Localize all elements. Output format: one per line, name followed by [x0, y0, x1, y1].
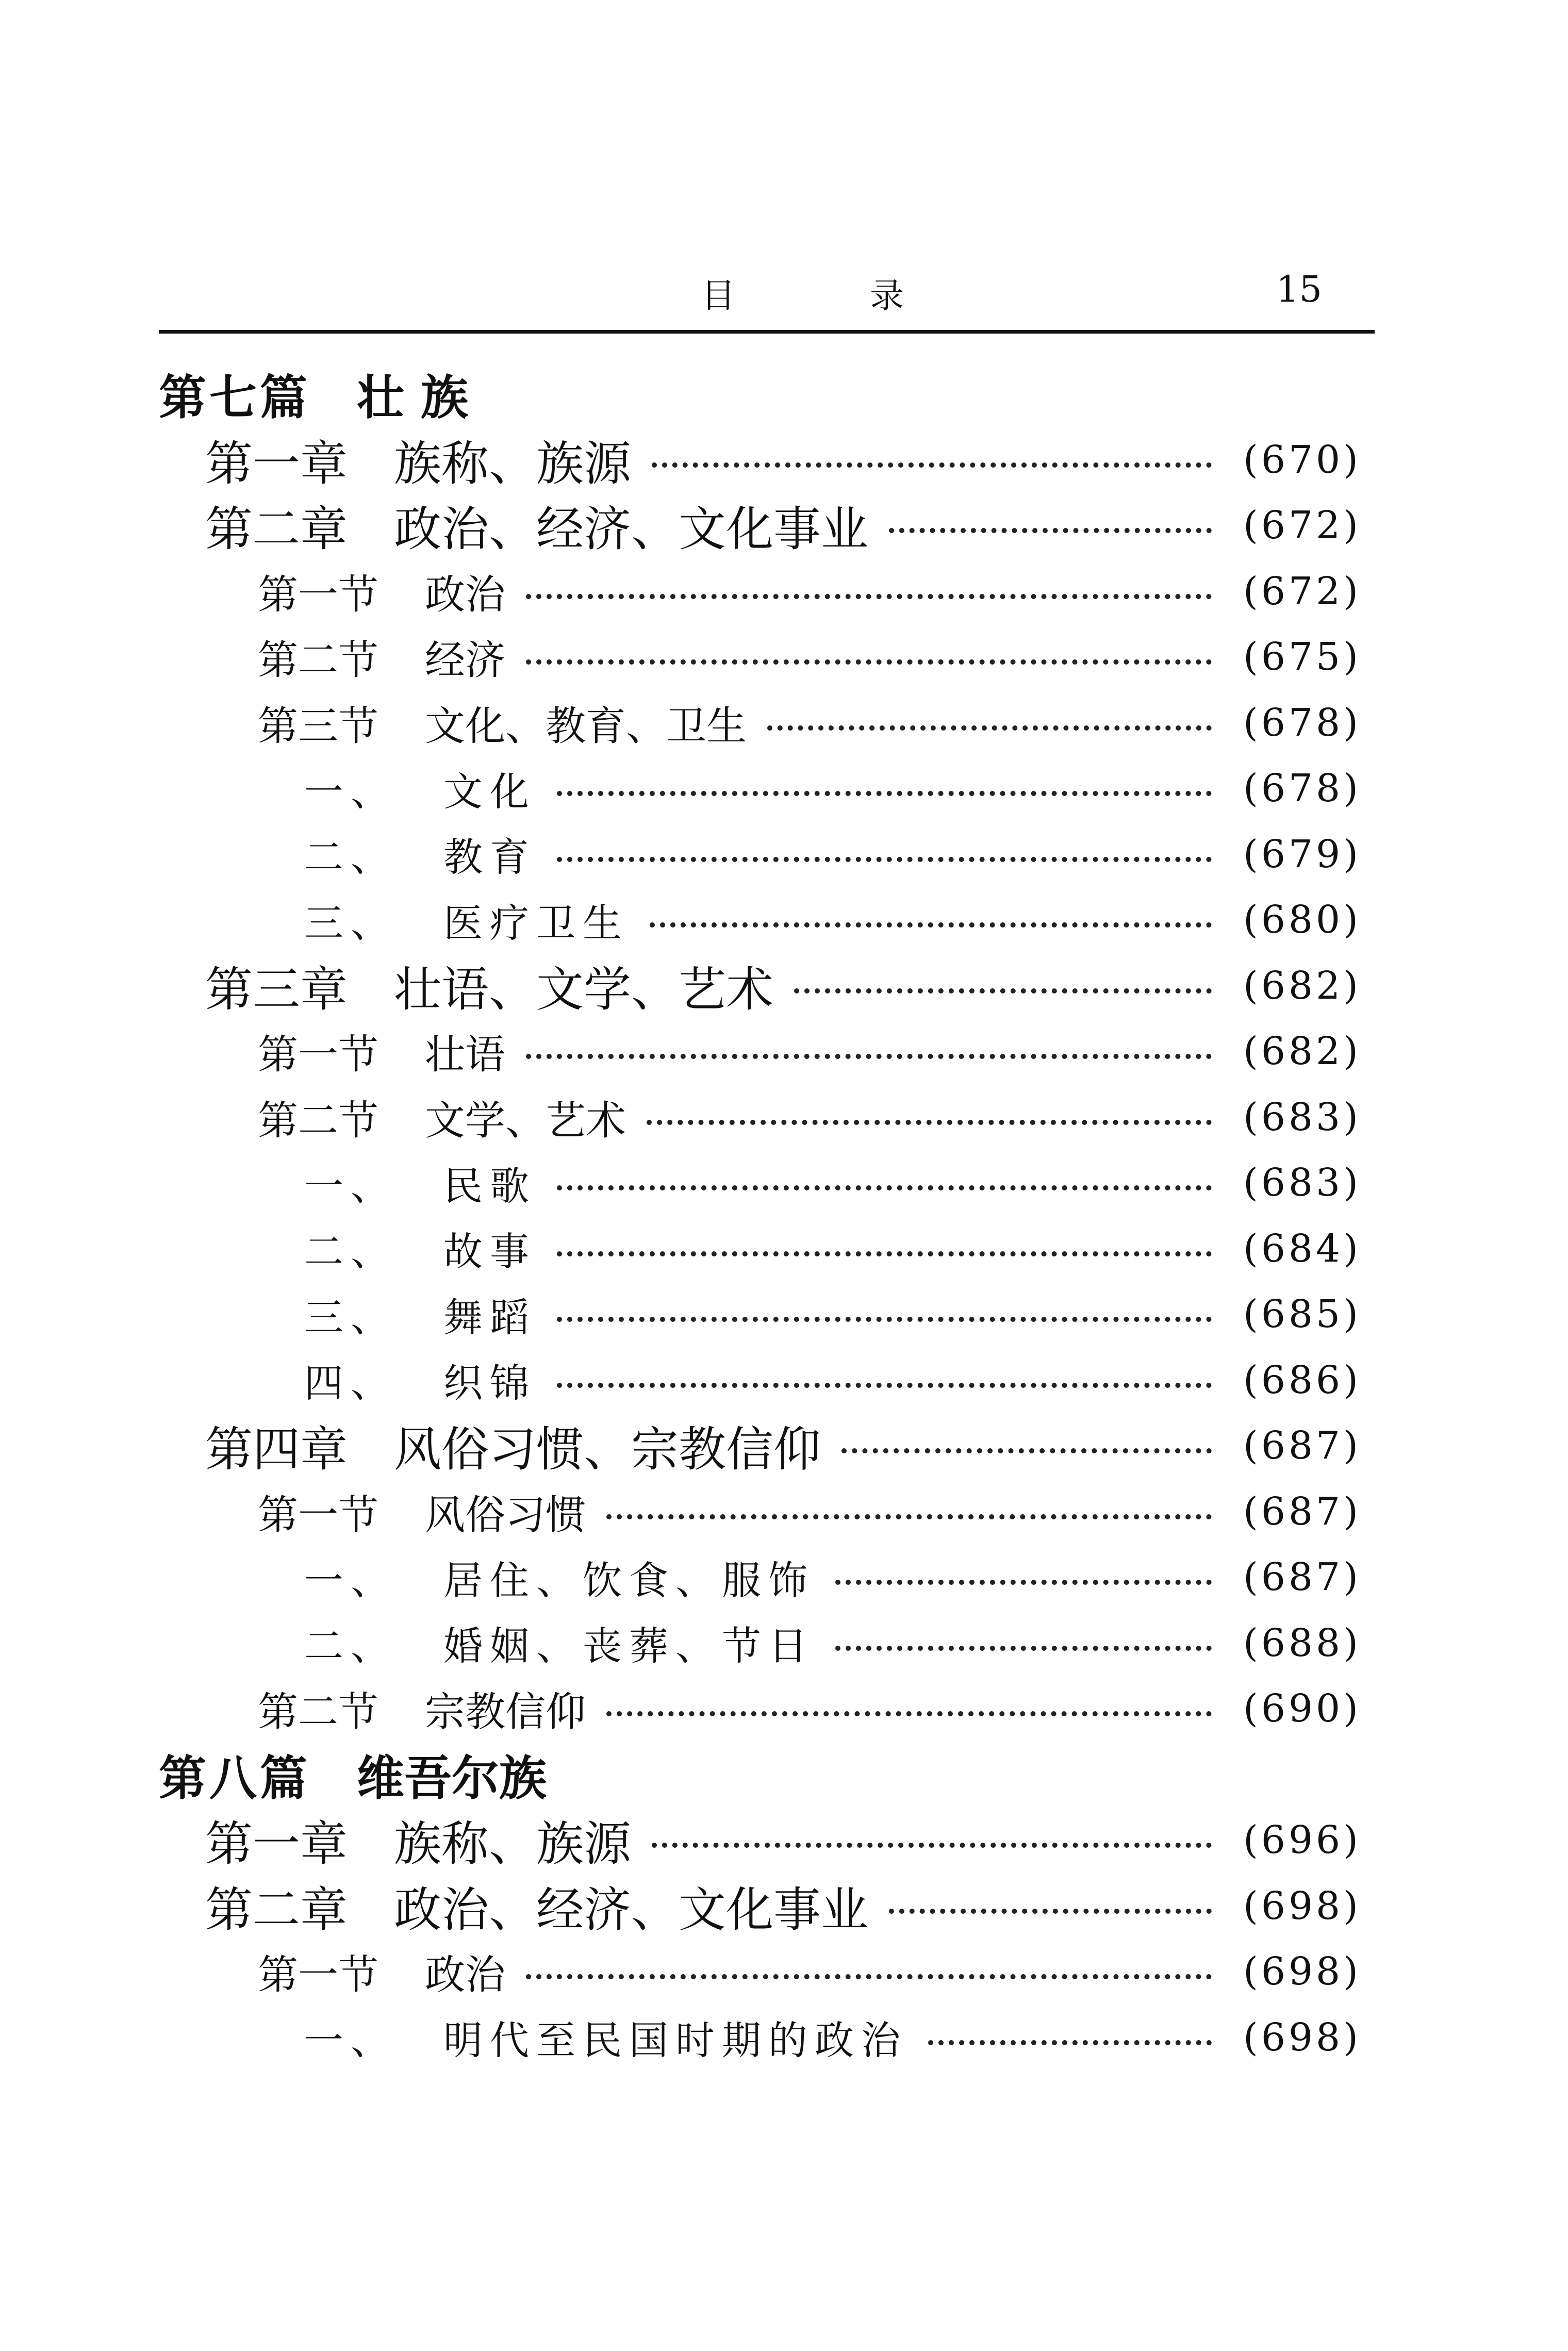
dot-leader [526, 1054, 1212, 1059]
toc-entry-title: 族称、族源 [394, 436, 632, 491]
toc-entry-page: (696) [1243, 1818, 1361, 1862]
toc-entry-title: 族称、族源 [394, 1816, 632, 1872]
toc-entry-number: 一、 [304, 1163, 397, 1209]
toc-entry-title: 维吾尔族 [357, 1750, 547, 1806]
toc-entry-title: 舞蹈 [443, 1294, 536, 1340]
toc-entry-number: 第一节 [258, 1952, 379, 1998]
toc-entry-title: 医疗卫生 [443, 900, 629, 946]
toc-entry-title: 故事 [443, 1229, 536, 1274]
dot-leader [526, 594, 1212, 599]
toc-entry-label [258, 562, 505, 620]
toc-entry-title: 居住、饮食、服饰 [443, 1557, 815, 1603]
dot-leader [557, 1317, 1212, 1322]
toc-entry-title: 壮语、文学、艺术 [394, 962, 774, 1017]
toc-entry-title: 政治、经济、文化事业 [394, 502, 869, 557]
toc-entry-label [205, 1872, 868, 1940]
toc-entry [205, 492, 1361, 558]
toc-entry-label [258, 628, 505, 686]
toc-entry-page: (670) [1243, 437, 1361, 482]
dot-leader [557, 1251, 1212, 1256]
toc-entry [304, 1544, 1361, 1610]
toc-entry-label [258, 1022, 505, 1080]
dot-leader [526, 1974, 1212, 1979]
toc-entry-title: 风俗习惯 [425, 1492, 586, 1538]
toc-entry-title: 壮语 [425, 1032, 506, 1078]
toc-entry-number: 第四章 [205, 1422, 348, 1477]
toc-entry-page: (685) [1243, 1292, 1361, 1336]
dot-leader [652, 462, 1212, 468]
toc-entry-label [205, 952, 773, 1020]
toc-entry-number: 第七篇 [159, 370, 311, 425]
toc-entry [258, 1939, 1361, 2005]
toc-entry-title: 织锦 [443, 1360, 536, 1406]
header-rule [159, 330, 1375, 334]
toc-entry-page: (682) [1243, 963, 1361, 1008]
toc-entry-number: 第二节 [258, 1097, 379, 1144]
toc-entry [258, 1479, 1361, 1545]
dot-leader [647, 1120, 1212, 1125]
toc-entry-page: (687) [1243, 1423, 1361, 1468]
toc-entry-title: 壮 族 [357, 370, 469, 425]
toc-entry-title: 政治 [425, 1952, 506, 1998]
dot-leader [557, 857, 1212, 862]
toc-entry-title: 民歌 [443, 1163, 536, 1209]
toc-entry [304, 755, 1361, 821]
toc-entry-label [205, 426, 631, 494]
dot-leader [557, 791, 1212, 796]
toc-entry-number: 第三章 [205, 962, 348, 1017]
toc-entry-number: 一、 [304, 1557, 397, 1603]
toc-entry-number: 第一节 [258, 1032, 379, 1078]
toc-entry-page: (684) [1243, 1226, 1361, 1271]
toc-entry-page: (690) [1243, 1686, 1361, 1731]
toc-entry-label [159, 360, 468, 428]
toc-entry-label [304, 826, 536, 882]
toc-entry-page: (679) [1243, 832, 1361, 876]
toc-entry-page: (680) [1243, 898, 1361, 942]
toc-entry-number: 第一节 [258, 1492, 379, 1538]
toc-entry [304, 887, 1361, 953]
toc-entry-page: (678) [1243, 766, 1361, 810]
toc-entry-number: 四、 [304, 1360, 397, 1406]
dot-leader [557, 1383, 1212, 1388]
toc-entry-title: 风俗习惯、宗教信仰 [394, 1422, 821, 1477]
toc-entry-label [258, 1088, 626, 1146]
toc-entry-page: (686) [1243, 1357, 1361, 1402]
toc-entry-title: 文学、艺术 [425, 1097, 626, 1144]
dot-leader [928, 2040, 1212, 2045]
toc-entry-page: (687) [1243, 1555, 1361, 1599]
toc-entry-label [258, 694, 747, 752]
dot-leader [650, 922, 1212, 928]
toc-entry-number: 第二章 [205, 502, 348, 557]
toc-entry [258, 558, 1361, 624]
toc-entry [258, 1018, 1361, 1084]
toc-entry-title: 文化 [443, 768, 536, 815]
dot-leader [526, 659, 1212, 665]
toc-entry-title: 政治 [425, 571, 506, 618]
toc-entry-label [304, 1549, 815, 1605]
toc-entry [159, 361, 1361, 427]
toc-entry-label [205, 1806, 631, 1874]
toc-entry-label [205, 1412, 821, 1480]
dot-leader [835, 1580, 1212, 1585]
toc-entry-page: (678) [1243, 700, 1361, 745]
toc-entry-label [258, 1483, 586, 1541]
toc-entry [258, 1084, 1361, 1150]
toc-entry-page: (683) [1243, 1161, 1361, 1205]
toc-entry-label [304, 760, 536, 817]
toc-entry-page: (687) [1243, 1489, 1361, 1534]
toc-entry [304, 1610, 1361, 1676]
toc-entry-title: 婚姻、丧葬、节日 [443, 1623, 815, 1669]
toc-entry-title: 明代至民国时期的政治 [443, 2017, 907, 2063]
dot-leader [841, 1448, 1212, 1453]
dot-leader [835, 1646, 1212, 1651]
toc-entry-title: 宗教信仰 [425, 1689, 586, 1735]
dot-leader [767, 725, 1212, 731]
toc-entry [304, 2005, 1361, 2071]
dot-leader [557, 1185, 1212, 1190]
toc-entry [304, 1216, 1361, 1282]
toc-entry-page: (698) [1243, 1883, 1361, 1928]
toc-entry-title: 教育 [443, 834, 536, 880]
toc-entry-number: 一、 [304, 2017, 397, 2063]
dot-leader [889, 1909, 1212, 1914]
toc-entry [304, 821, 1361, 887]
toc-entry-label [304, 1286, 536, 1343]
toc-entry-number: 第二节 [258, 1689, 379, 1735]
toc-entry-number: 第八篇 [159, 1750, 311, 1806]
toc-entry-page: (698) [1243, 2015, 1361, 2060]
toc-entry-label [304, 1615, 815, 1671]
toc-entry [159, 1742, 1361, 1808]
toc-entry [205, 427, 1361, 493]
dot-leader [606, 1514, 1212, 1519]
running-header-title: 目 录 [701, 276, 966, 316]
dot-leader [652, 1843, 1212, 1848]
toc-entry [205, 1413, 1361, 1479]
toc-entry [258, 624, 1361, 690]
dot-leader [794, 988, 1212, 994]
dot-leader [606, 1711, 1212, 1716]
toc-entry-number: 二、 [304, 834, 397, 880]
toc-entry-label [304, 2009, 907, 2065]
toc-entry-label [304, 892, 629, 948]
toc-entry [258, 690, 1361, 756]
toc-entry-number: 第一章 [205, 1816, 348, 1872]
toc-entry-label [304, 1352, 536, 1408]
toc-entry [304, 1150, 1361, 1216]
toc-entry [258, 1676, 1361, 1742]
toc-entry-label [304, 1220, 536, 1277]
toc-entry-title: 文化、教育、卫生 [425, 703, 747, 750]
toc-entry-number: 第二章 [205, 1882, 348, 1938]
toc-entry-number: 三、 [304, 1294, 397, 1340]
toc-entry-number: 二、 [304, 1229, 397, 1274]
toc-entry-number: 第三节 [258, 703, 379, 750]
toc-entry [205, 1807, 1361, 1873]
page-number: 15 [1276, 268, 1323, 310]
toc-entry-page: (698) [1243, 1949, 1361, 1994]
toc-entry-title: 政治、经济、文化事业 [394, 1882, 869, 1938]
toc-entry-page: (675) [1243, 635, 1361, 679]
toc-entry-page: (672) [1243, 503, 1361, 548]
toc-entry-number: 第一节 [258, 571, 379, 618]
toc-entry-label [258, 1680, 586, 1737]
toc-entry-number: 第一章 [205, 436, 348, 491]
toc-entry-number: 一、 [304, 768, 397, 815]
toc-entry [205, 1873, 1361, 1939]
toc-entry [304, 1347, 1361, 1413]
toc-entry-label [258, 1943, 505, 2000]
dot-leader [889, 528, 1212, 533]
toc-entry [205, 953, 1361, 1019]
toc-entry-page: (672) [1243, 569, 1361, 614]
toc-entry-label [304, 1155, 536, 1211]
toc-entry-page: (682) [1243, 1029, 1361, 1073]
toc-entry-label [159, 1741, 547, 1809]
toc-entry-page: (683) [1243, 1095, 1361, 1139]
toc-entry-title: 经济 [425, 637, 506, 684]
toc-entry-number: 三、 [304, 900, 397, 946]
toc-entry-page: (688) [1243, 1620, 1361, 1665]
toc-entry [304, 1281, 1361, 1347]
toc-entry-number: 第二节 [258, 637, 379, 684]
toc-entry-number: 二、 [304, 1623, 397, 1669]
table-of-contents [0, 361, 1568, 2104]
toc-entry-label [205, 491, 868, 559]
